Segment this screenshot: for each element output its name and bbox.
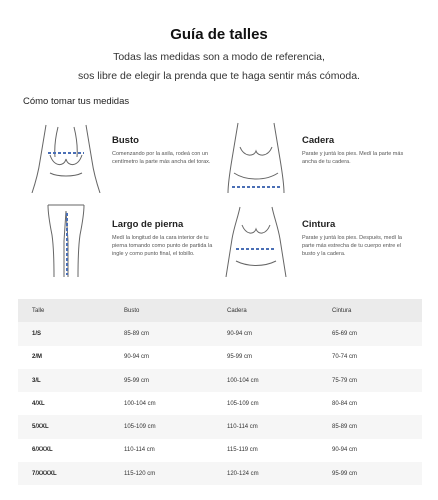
table-cell-waist: 75-79 cm xyxy=(332,377,358,384)
table-cell-bust: 90-94 cm xyxy=(124,354,150,361)
table-cell-size: 7/XXXXL xyxy=(32,470,57,477)
table-cell-bust: 85-89 cm xyxy=(124,330,150,337)
table-cell-hip: 110-114 cm xyxy=(227,424,258,431)
table-header-row xyxy=(18,299,422,322)
table-header-bust: Busto xyxy=(124,307,140,314)
table-cell-waist: 70-74 cm xyxy=(332,354,358,361)
table-cell-hip: 100-104 cm xyxy=(227,377,259,384)
page-subtitle-line-1: Todas las medidas son a modo de referencia, xyxy=(113,51,325,63)
table-row xyxy=(18,415,422,438)
measure-leg xyxy=(28,201,238,286)
measure-waist-label: Cintura xyxy=(302,219,336,230)
table-header-waist: Cintura xyxy=(332,307,352,314)
measure-waist xyxy=(218,201,428,286)
table-cell-waist: 65-69 cm xyxy=(332,330,358,337)
table-row xyxy=(18,346,422,369)
table-header-size: Talle xyxy=(32,307,45,314)
table-row xyxy=(18,462,422,485)
measure-hip-label: Cadera xyxy=(302,135,335,146)
section-heading: Cómo tomar tus medidas xyxy=(23,96,130,107)
measure-bust-label: Busto xyxy=(112,135,139,146)
table-cell-size: 3/L xyxy=(32,377,41,384)
table-cell-waist: 85-89 cm xyxy=(332,424,358,431)
measure-hip xyxy=(218,117,428,202)
table-cell-hip: 115-119 cm xyxy=(227,447,258,454)
hip-figure-icon xyxy=(218,117,294,193)
table-cell-size: 2/M xyxy=(32,354,43,361)
table-cell-bust: 100-104 cm xyxy=(124,400,156,407)
bust-figure-icon xyxy=(28,117,104,193)
measure-bust-description: Comenzando por la axila, rodeá con un centímetro la parte más ancha del torax. xyxy=(112,151,211,165)
table-cell-hip: 95-99 cm xyxy=(227,354,253,361)
table-cell-size: 4/XL xyxy=(32,400,45,407)
table-row xyxy=(18,369,422,392)
measure-bust xyxy=(28,117,238,202)
table-cell-waist: 80-84 cm xyxy=(332,400,358,407)
table-cell-size: 5/XXL xyxy=(32,424,49,431)
leg-figure-icon xyxy=(28,201,104,277)
table-cell-size: 1/S xyxy=(32,330,42,337)
table-cell-bust: 105-109 cm xyxy=(124,424,156,431)
page-subtitle-line-2: sos libre de elegir la prenda que te haga sentir más cómoda. xyxy=(78,70,360,82)
table-header-hip: Cadera xyxy=(227,307,247,314)
size-table xyxy=(18,299,422,485)
measure-hip-description: Parate y juntá los pies. Medí la parte más ancha de tu cadera. xyxy=(302,151,404,165)
table-row xyxy=(18,322,422,345)
table-cell-waist: 90-94 cm xyxy=(332,447,358,454)
table-cell-hip: 120-124 cm xyxy=(227,470,259,477)
table-cell-bust: 95-99 cm xyxy=(124,377,150,384)
page-title: Guía de talles xyxy=(170,26,268,43)
table-cell-bust: 115-120 cm xyxy=(124,470,156,477)
table-row xyxy=(18,392,422,415)
measure-leg-label: Largo de pierna xyxy=(112,219,184,230)
table-row xyxy=(18,439,422,462)
table-cell-size: 6/XXXL xyxy=(32,447,53,454)
table-cell-bust: 110-114 cm xyxy=(124,447,155,454)
table-cell-hip: 90-94 cm xyxy=(227,330,253,337)
table-cell-waist: 95-99 cm xyxy=(332,470,358,477)
measure-leg-description: Medí la longitud de la cara interior de tu pierna tomando como punto de partida la ingle y como punto final, el tobillo. xyxy=(112,235,213,257)
measure-waist-description: Parate y juntá los pies. Después, medí la parte más estrecha de tu cuerpo entre el busto y la cadera. xyxy=(302,235,402,257)
table-cell-hip: 105-109 cm xyxy=(227,400,259,407)
waist-figure-icon xyxy=(218,201,294,277)
